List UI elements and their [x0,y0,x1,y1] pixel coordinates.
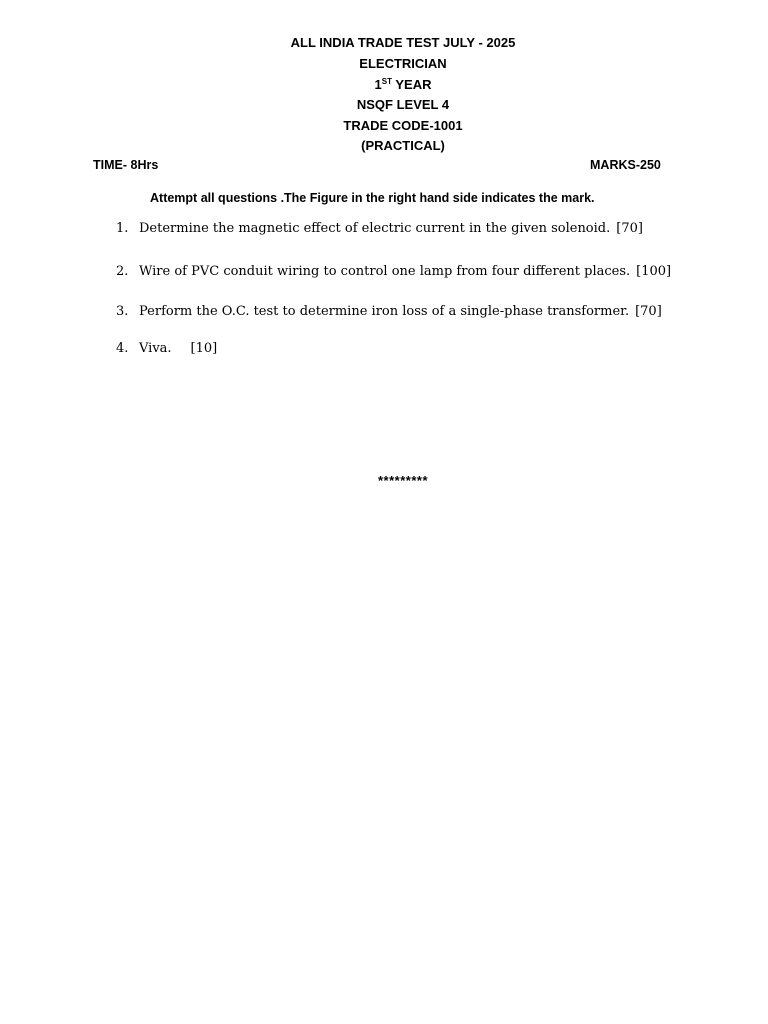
end-of-paper-marker: ********* [377,473,429,488]
question-marks: [70] [616,221,643,236]
question-number: 4. [116,341,129,356]
question-item [116,303,662,321]
time-allowed: TIME- 8Hrs [93,158,159,172]
question-marks: [10] [190,341,218,356]
trade-code: TRADE CODE-1001 [343,118,463,133]
question-number: 1. [116,221,129,236]
question-number: 3. [116,304,129,319]
instruction-text: Attempt all questions .The Figure in the right hand side indicates the mark. [150,191,595,205]
question-item [116,220,643,238]
question-marks: [100] [636,264,672,279]
nsqf-level: NSQF LEVEL 4 [356,97,450,112]
exam-title: ALL INDIA TRADE TEST JULY - 2025 [290,35,516,50]
question-text: Perform the O.C. test to determine iron loss of a single-phase transformer. [139,304,630,319]
year-heading [0,77,768,93]
question-number: 2. [116,264,129,279]
year-word: YEAR [395,77,432,92]
question-text: Wire of PVC conduit wiring to control one lamp from four different places. [139,264,631,279]
question-item [116,263,671,281]
question-text: Determine the magnetic effect of electric current in the given solenoid. [139,221,611,236]
question-item [116,340,217,358]
question-marks: [70] [635,304,662,319]
trade-name: ELECTRICIAN [359,56,447,71]
question-text: Viva. [139,341,172,356]
year-ordinal-suffix: ST [381,77,392,86]
exam-type: (PRACTICAL) [361,138,445,153]
total-marks: MARKS-250 [590,158,661,172]
year-number: 1 [374,77,382,92]
